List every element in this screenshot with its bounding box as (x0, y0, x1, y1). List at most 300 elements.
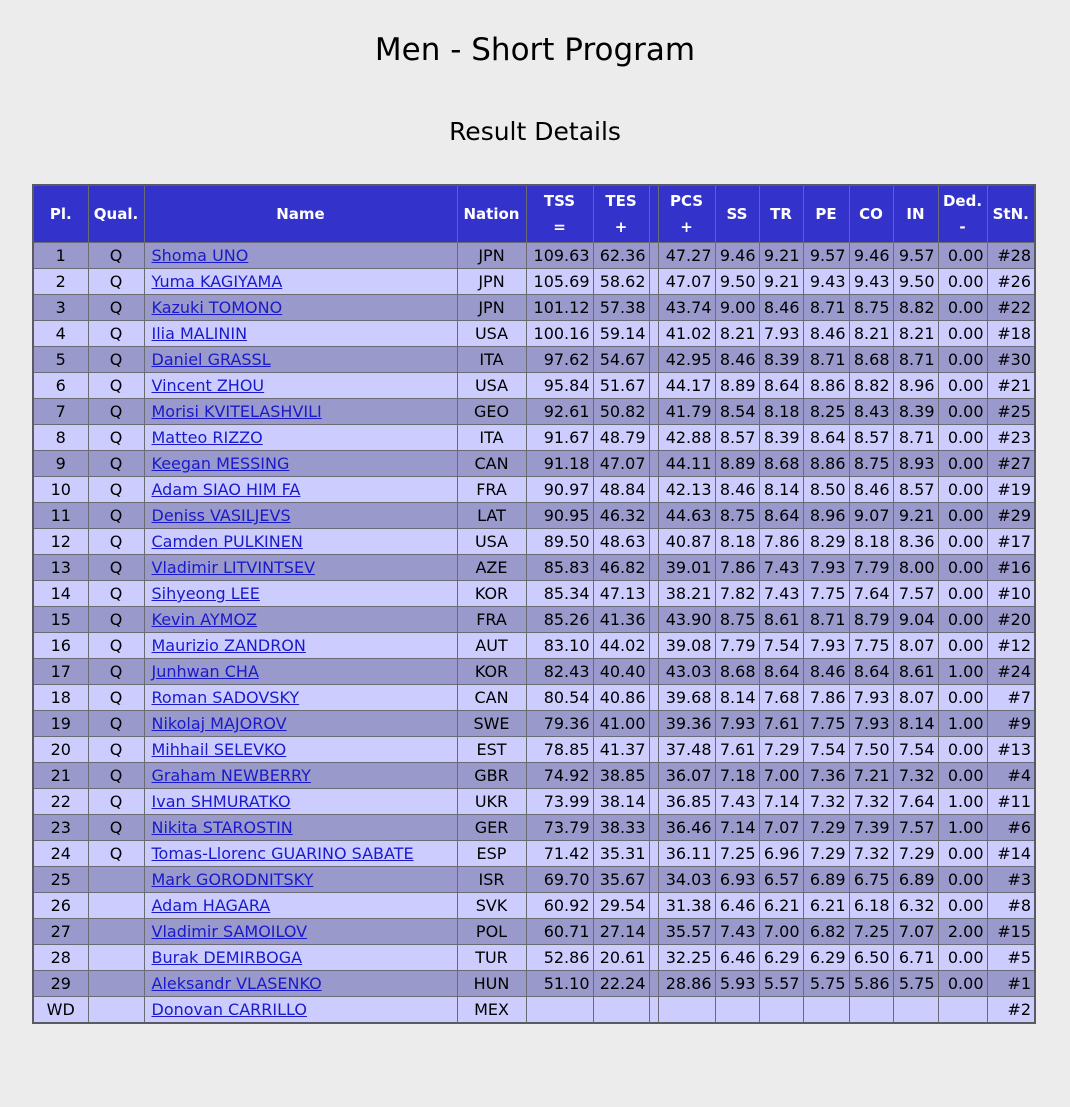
table-row (33, 503, 1035, 529)
qual-cell: Q (88, 789, 144, 815)
name-cell (144, 841, 457, 867)
place-cell: WD (33, 997, 88, 1024)
qual-cell (88, 945, 144, 971)
in-cell: 7.07 (893, 919, 938, 945)
pe-cell: 8.64 (803, 425, 849, 451)
tr-cell: 6.21 (759, 893, 803, 919)
place-cell: 14 (33, 581, 88, 607)
skater-name-link[interactable]: Matteo RIZZO (151, 428, 263, 447)
spacer-cell (649, 373, 658, 399)
tr-cell: 6.96 (759, 841, 803, 867)
tes-cell: 40.40 (593, 659, 649, 685)
stn-cell: #4 (987, 763, 1035, 789)
tes-cell: 47.07 (593, 451, 649, 477)
pcs-cell: 41.79 (658, 399, 715, 425)
tr-cell: 7.14 (759, 789, 803, 815)
table-row (33, 893, 1035, 919)
ded-cell: 1.00 (938, 711, 987, 737)
tss-cell: 71.42 (526, 841, 593, 867)
tr-cell: 7.54 (759, 633, 803, 659)
pe-cell: 8.96 (803, 503, 849, 529)
nation-cell: TUR (457, 945, 526, 971)
skater-name-link[interactable]: Roman SADOVSKY (151, 688, 300, 707)
ded-cell: 0.00 (938, 373, 987, 399)
tes-cell: 27.14 (593, 919, 649, 945)
co-cell: 8.57 (849, 425, 893, 451)
qual-cell: Q (88, 607, 144, 633)
place-cell: 21 (33, 763, 88, 789)
pe-cell: 7.93 (803, 555, 849, 581)
table-row (33, 711, 1035, 737)
ded-cell: 0.00 (938, 867, 987, 893)
name-cell (144, 425, 457, 451)
skater-name-link[interactable]: Nikolaj MAJOROV (151, 714, 287, 733)
nation-cell: GEO (457, 399, 526, 425)
nation-cell: SVK (457, 893, 526, 919)
place-cell: 25 (33, 867, 88, 893)
spacer-cell (649, 425, 658, 451)
qual-cell: Q (88, 425, 144, 451)
tss-cell: 69.70 (526, 867, 593, 893)
name-cell (144, 321, 457, 347)
in-cell: 9.50 (893, 269, 938, 295)
name-cell (144, 763, 457, 789)
in-cell: 7.57 (893, 581, 938, 607)
place-cell: 18 (33, 685, 88, 711)
name-cell (144, 971, 457, 997)
nation-cell: SWE (457, 711, 526, 737)
pcs-cell: 42.95 (658, 347, 715, 373)
name-cell (144, 919, 457, 945)
tss-cell: 60.71 (526, 919, 593, 945)
nation-cell: KOR (457, 581, 526, 607)
place-cell: 15 (33, 607, 88, 633)
ss-cell: 8.68 (715, 659, 759, 685)
tss-cell: 97.62 (526, 347, 593, 373)
nation-cell: AUT (457, 633, 526, 659)
stn-cell: #20 (987, 607, 1035, 633)
nation-cell: FRA (457, 477, 526, 503)
qual-cell: Q (88, 399, 144, 425)
ded-cell: 0.00 (938, 295, 987, 321)
tes-cell: 58.62 (593, 269, 649, 295)
place-cell: 26 (33, 893, 88, 919)
ded-cell: 0.00 (938, 321, 987, 347)
pe-cell (803, 997, 849, 1024)
table-row (33, 347, 1035, 373)
skater-name-link[interactable]: Camden PULKINEN (151, 532, 303, 551)
skater-name-link[interactable]: Keegan MESSING (151, 454, 290, 473)
stn-cell: #17 (987, 529, 1035, 555)
header-in: IN (893, 185, 938, 243)
ss-cell: 7.86 (715, 555, 759, 581)
stn-cell: #8 (987, 893, 1035, 919)
name-cell (144, 607, 457, 633)
place-cell: 23 (33, 815, 88, 841)
tr-cell: 8.39 (759, 347, 803, 373)
spacer-cell (649, 867, 658, 893)
pe-cell: 7.36 (803, 763, 849, 789)
pcs-cell: 32.25 (658, 945, 715, 971)
header-nation: Nation (457, 185, 526, 243)
spacer-cell (649, 477, 658, 503)
header-tss-label: TSS (543, 192, 576, 210)
pe-cell: 7.32 (803, 789, 849, 815)
tss-cell: 73.79 (526, 815, 593, 841)
tr-cell: 8.61 (759, 607, 803, 633)
ss-cell: 6.93 (715, 867, 759, 893)
spacer-cell (649, 893, 658, 919)
ded-cell: 0.00 (938, 607, 987, 633)
stn-cell: #21 (987, 373, 1035, 399)
skater-name-link[interactable]: Vladimir SAMOILOV (151, 922, 308, 941)
skater-name-link[interactable]: Yuma KAGIYAMA (151, 272, 283, 291)
tss-cell: 85.26 (526, 607, 593, 633)
tr-cell: 5.57 (759, 971, 803, 997)
in-cell: 8.96 (893, 373, 938, 399)
tr-cell: 9.21 (759, 269, 803, 295)
in-cell: 8.93 (893, 451, 938, 477)
name-cell (144, 633, 457, 659)
co-cell: 9.43 (849, 269, 893, 295)
skater-name-link[interactable]: Kazuki TOMONO (151, 298, 283, 317)
co-cell: 6.50 (849, 945, 893, 971)
ss-cell: 8.21 (715, 321, 759, 347)
skater-name-link[interactable]: Donovan CARRILLO (151, 1000, 307, 1019)
qual-cell (88, 919, 144, 945)
ded-cell: 0.00 (938, 425, 987, 451)
skater-name-link[interactable]: Maurizio ZANDRON (151, 636, 306, 655)
pcs-cell: 39.68 (658, 685, 715, 711)
ss-cell: 8.57 (715, 425, 759, 451)
co-cell: 8.18 (849, 529, 893, 555)
ss-cell (715, 997, 759, 1024)
tss-cell: 79.36 (526, 711, 593, 737)
nation-cell: USA (457, 321, 526, 347)
skater-name-link[interactable]: Tomas-Llorenc GUARINO SABATE (151, 844, 414, 863)
stn-cell: #7 (987, 685, 1035, 711)
place-cell: 28 (33, 945, 88, 971)
spacer-cell (649, 919, 658, 945)
in-cell: 6.71 (893, 945, 938, 971)
skater-name-link[interactable]: Mark GORODNITSKY (151, 870, 314, 889)
tes-cell: 38.85 (593, 763, 649, 789)
in-cell: 8.57 (893, 477, 938, 503)
ded-cell: 1.00 (938, 659, 987, 685)
ded-cell: 0.00 (938, 243, 987, 269)
stn-cell: #10 (987, 581, 1035, 607)
co-cell: 7.32 (849, 789, 893, 815)
qual-cell: Q (88, 347, 144, 373)
tss-cell: 101.12 (526, 295, 593, 321)
table-row (33, 997, 1035, 1024)
header-ded-label: Ded. (942, 192, 983, 210)
skater-name-link[interactable]: Ilia MALININ (151, 324, 248, 343)
co-cell: 8.64 (849, 659, 893, 685)
table-row (33, 737, 1035, 763)
nation-cell: POL (457, 919, 526, 945)
header-name: Name (144, 185, 457, 243)
skater-name-link[interactable]: Graham NEWBERRY (151, 766, 311, 785)
tr-cell: 8.64 (759, 659, 803, 685)
tr-cell (759, 997, 803, 1024)
tes-cell (593, 997, 649, 1024)
spacer-cell (649, 399, 658, 425)
nation-cell: KOR (457, 659, 526, 685)
place-cell: 27 (33, 919, 88, 945)
ss-cell: 9.46 (715, 243, 759, 269)
name-cell (144, 503, 457, 529)
place-cell: 5 (33, 347, 88, 373)
in-cell: 8.39 (893, 399, 938, 425)
pe-cell: 6.89 (803, 867, 849, 893)
skater-name-link[interactable]: Sihyeong LEE (151, 584, 260, 603)
stn-cell: #11 (987, 789, 1035, 815)
skater-name-link[interactable]: Vladimir LITVINTSEV (151, 558, 316, 577)
nation-cell: CAN (457, 685, 526, 711)
qual-cell (88, 997, 144, 1024)
tes-cell: 48.79 (593, 425, 649, 451)
nation-cell: ITA (457, 425, 526, 451)
header-pcs-symbol: + (680, 218, 693, 236)
in-cell: 8.36 (893, 529, 938, 555)
stn-cell: #19 (987, 477, 1035, 503)
header-tes (593, 185, 649, 243)
pe-cell: 6.82 (803, 919, 849, 945)
tr-cell: 8.68 (759, 451, 803, 477)
table-row (33, 581, 1035, 607)
pcs-cell: 43.03 (658, 659, 715, 685)
ss-cell: 8.46 (715, 347, 759, 373)
tes-cell: 51.67 (593, 373, 649, 399)
tss-cell: 74.92 (526, 763, 593, 789)
skater-name-link[interactable]: Ivan SHMURATKO (151, 792, 291, 811)
ss-cell: 8.75 (715, 607, 759, 633)
skater-name-link[interactable]: Morisi KVITELASHVILI (151, 402, 322, 421)
pe-cell: 5.75 (803, 971, 849, 997)
tes-cell: 38.14 (593, 789, 649, 815)
place-cell: 24 (33, 841, 88, 867)
pe-cell: 7.75 (803, 581, 849, 607)
spacer-cell (649, 971, 658, 997)
qual-cell: Q (88, 633, 144, 659)
co-cell: 5.86 (849, 971, 893, 997)
skater-name-link[interactable]: Daniel GRASSL (151, 350, 271, 369)
tes-cell: 40.86 (593, 685, 649, 711)
pcs-cell: 39.36 (658, 711, 715, 737)
tr-cell: 7.29 (759, 737, 803, 763)
tes-cell: 54.67 (593, 347, 649, 373)
tes-cell: 50.82 (593, 399, 649, 425)
nation-cell: JPN (457, 269, 526, 295)
name-cell (144, 815, 457, 841)
tss-cell: 91.67 (526, 425, 593, 451)
spacer-cell (649, 685, 658, 711)
spacer-cell (649, 711, 658, 737)
qual-cell: Q (88, 737, 144, 763)
ss-cell: 9.00 (715, 295, 759, 321)
tss-cell: 60.92 (526, 893, 593, 919)
nation-cell: UKR (457, 789, 526, 815)
in-cell: 8.14 (893, 711, 938, 737)
name-cell (144, 581, 457, 607)
header-pcs-label: PCS (669, 192, 704, 210)
name-cell (144, 893, 457, 919)
nation-cell: JPN (457, 243, 526, 269)
place-cell: 7 (33, 399, 88, 425)
skater-name-link[interactable]: Adam HAGARA (151, 896, 271, 915)
in-cell: 6.32 (893, 893, 938, 919)
ss-cell: 8.18 (715, 529, 759, 555)
co-cell: 8.46 (849, 477, 893, 503)
ded-cell: 0.00 (938, 555, 987, 581)
skater-name-link[interactable]: Kevin AYMOZ (151, 610, 258, 629)
tes-cell: 41.36 (593, 607, 649, 633)
co-cell: 8.68 (849, 347, 893, 373)
tr-cell: 7.43 (759, 555, 803, 581)
table-row (33, 529, 1035, 555)
skater-name-link[interactable]: Deniss VASILJEVS (151, 506, 291, 525)
header-stn: StN. (987, 185, 1035, 243)
ss-cell: 6.46 (715, 945, 759, 971)
nation-cell: GBR (457, 763, 526, 789)
tes-cell: 35.67 (593, 867, 649, 893)
ded-cell: 0.00 (938, 347, 987, 373)
nation-cell: EST (457, 737, 526, 763)
table-row (33, 555, 1035, 581)
skater-name-link[interactable]: Junhwan CHA (151, 662, 259, 681)
qual-cell: Q (88, 685, 144, 711)
co-cell: 6.18 (849, 893, 893, 919)
in-cell: 8.71 (893, 425, 938, 451)
qual-cell: Q (88, 581, 144, 607)
pcs-cell: 36.07 (658, 763, 715, 789)
tes-cell: 46.82 (593, 555, 649, 581)
table-row (33, 763, 1035, 789)
in-cell: 5.75 (893, 971, 938, 997)
place-cell: 6 (33, 373, 88, 399)
pe-cell: 8.86 (803, 373, 849, 399)
name-cell (144, 789, 457, 815)
co-cell: 8.79 (849, 607, 893, 633)
stn-cell: #15 (987, 919, 1035, 945)
name-cell (144, 711, 457, 737)
stn-cell: #14 (987, 841, 1035, 867)
pcs-cell: 44.63 (658, 503, 715, 529)
skater-name-link[interactable]: Mihhail SELEVKO (151, 740, 287, 759)
ded-cell: 0.00 (938, 971, 987, 997)
spacer-cell (649, 555, 658, 581)
nation-cell: ESP (457, 841, 526, 867)
tss-cell: 78.85 (526, 737, 593, 763)
co-cell: 7.39 (849, 815, 893, 841)
place-cell: 2 (33, 269, 88, 295)
spacer-cell (649, 841, 658, 867)
skater-name-link[interactable]: Aleksandr VLASENKO (151, 974, 322, 993)
stn-cell: #24 (987, 659, 1035, 685)
pcs-cell (658, 997, 715, 1024)
skater-name-link[interactable]: Nikita STAROSTIN (151, 818, 293, 837)
nation-cell: CAN (457, 451, 526, 477)
stn-cell: #2 (987, 997, 1035, 1024)
pe-cell: 7.54 (803, 737, 849, 763)
tss-cell: 85.34 (526, 581, 593, 607)
qual-cell: Q (88, 373, 144, 399)
ss-cell: 8.14 (715, 685, 759, 711)
header-pe: PE (803, 185, 849, 243)
pcs-cell: 42.13 (658, 477, 715, 503)
skater-name-link[interactable]: Burak DEMIRBOGA (151, 948, 303, 967)
place-cell: 3 (33, 295, 88, 321)
table-row (33, 607, 1035, 633)
in-cell: 8.71 (893, 347, 938, 373)
pe-cell: 8.86 (803, 451, 849, 477)
skater-name-link[interactable]: Shoma UNO (151, 246, 249, 265)
tr-cell: 8.64 (759, 373, 803, 399)
place-cell: 8 (33, 425, 88, 451)
stn-cell: #22 (987, 295, 1035, 321)
co-cell: 7.93 (849, 711, 893, 737)
ss-cell: 9.50 (715, 269, 759, 295)
pe-cell: 7.93 (803, 633, 849, 659)
tss-cell: 89.50 (526, 529, 593, 555)
name-cell (144, 867, 457, 893)
pcs-cell: 47.27 (658, 243, 715, 269)
header-ss: SS (715, 185, 759, 243)
spacer-cell (649, 815, 658, 841)
pe-cell: 8.25 (803, 399, 849, 425)
qual-cell: Q (88, 269, 144, 295)
co-cell: 8.21 (849, 321, 893, 347)
tr-cell: 7.93 (759, 321, 803, 347)
co-cell: 7.75 (849, 633, 893, 659)
pcs-cell: 44.17 (658, 373, 715, 399)
qual-cell: Q (88, 815, 144, 841)
tss-cell: 95.84 (526, 373, 593, 399)
header-tes-symbol: + (614, 218, 628, 236)
tr-cell: 8.14 (759, 477, 803, 503)
qual-cell (88, 893, 144, 919)
name-cell (144, 347, 457, 373)
in-cell: 9.21 (893, 503, 938, 529)
stn-cell: #16 (987, 555, 1035, 581)
table-row (33, 919, 1035, 945)
nation-cell: ITA (457, 347, 526, 373)
nation-cell: HUN (457, 971, 526, 997)
tes-cell: 48.84 (593, 477, 649, 503)
ss-cell: 7.14 (715, 815, 759, 841)
tss-cell: 100.16 (526, 321, 593, 347)
tes-cell: 38.33 (593, 815, 649, 841)
skater-name-link[interactable]: Vincent ZHOU (151, 376, 265, 395)
in-cell: 8.00 (893, 555, 938, 581)
name-cell (144, 659, 457, 685)
pe-cell: 8.71 (803, 607, 849, 633)
header-tr: TR (759, 185, 803, 243)
header-pl: Pl. (33, 185, 88, 243)
ded-cell: 0.00 (938, 477, 987, 503)
co-cell: 7.32 (849, 841, 893, 867)
skater-name-link[interactable]: Adam SIAO HIM FA (151, 480, 301, 499)
spacer-cell (649, 347, 658, 373)
pcs-cell: 28.86 (658, 971, 715, 997)
header-ded-symbol: - (959, 218, 966, 236)
name-cell (144, 295, 457, 321)
ss-cell: 8.75 (715, 503, 759, 529)
ded-cell: 0.00 (938, 529, 987, 555)
tes-cell: 41.00 (593, 711, 649, 737)
table-header-row (33, 185, 1035, 243)
